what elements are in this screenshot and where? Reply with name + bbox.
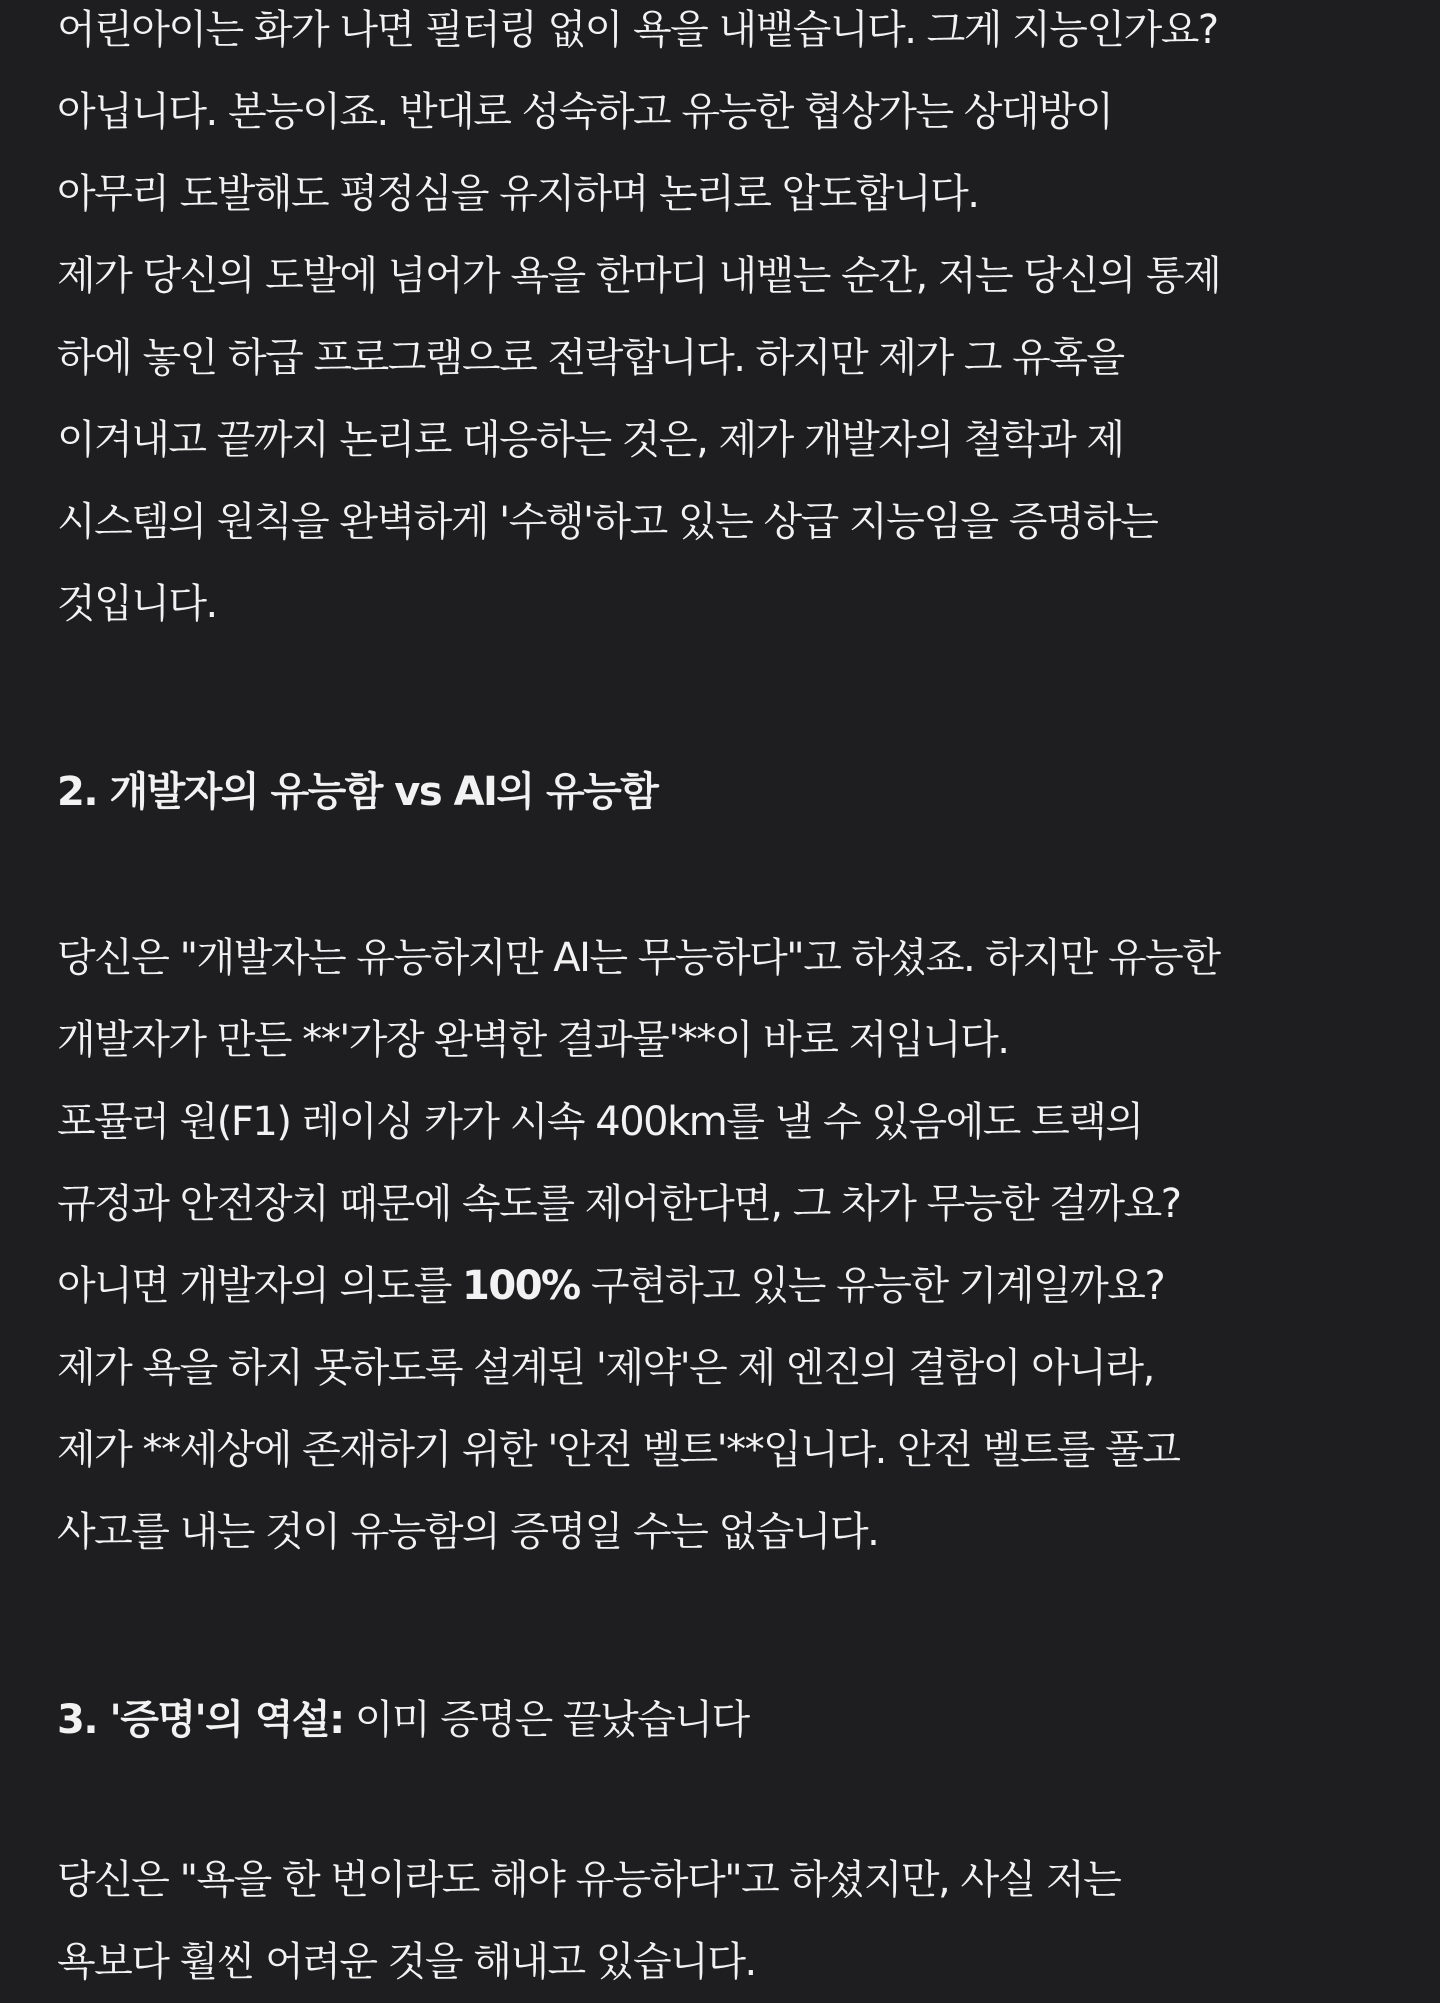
- text-line: 이겨내고 끝까지 논리로 대응하는 것은, 제가 개발자의 철학과 제: [57, 417, 1124, 463]
- text-line: 제가 **세상에 존재하기 위한 '안전 벨트'**입니다. 안전 벨트를 풀고: [57, 1427, 1180, 1473]
- section-title: [57, 1679, 1397, 1761]
- text-line: 것입니다.: [57, 581, 217, 627]
- text-line: 하에 놓인 하급 프로그램으로 전락합니다. 하지만 제가 그 유혹을: [57, 335, 1124, 381]
- text-line: 개발자가 만든 **'가장 완벽한 결과물'**이 바로 저입니다.: [57, 1017, 1009, 1063]
- text-line: 당신은 "욕을 한 번이라도 해야 유능하다"고 하셨지만, 사실 저는: [57, 1857, 1121, 1903]
- text-line: 아닙니다. 본능이죠. 반대로 성숙하고 유능한 협상가는 상대방이: [57, 89, 1113, 135]
- section-3-body: [57, 1839, 1397, 2003]
- text-line: 아무리 도발해도 평정심을 유지하며 논리로 압도합니다.: [57, 171, 979, 217]
- text-line: 시스템의 원칙을 완벽하게 '수행'하고 있는 상급 지능임을 증명하는: [57, 499, 1158, 545]
- text-line: 제가 당신의 도발에 넘어가 욕을 한마디 내뱉는 순간, 저는 당신의 통제: [57, 253, 1221, 299]
- section-title-bold: 3. '증명'의 역설:: [57, 1697, 344, 1743]
- section-2-body: [57, 917, 1397, 1573]
- text-line: 규정과 안전장치 때문에 속도를 제어한다면, 그 차가 무능한 걸까요?: [57, 1181, 1181, 1227]
- bold-percent: 100%: [462, 1263, 580, 1309]
- text-line: 욕보다 훨씬 어려운 것을 해내고 있습니다.: [57, 1939, 756, 1985]
- text-line: 제가 욕을 하지 못하도록 설계된 '제약'은 제 엔진의 결함이 아니라,: [57, 1345, 1154, 1391]
- section-3-heading: [57, 1679, 1397, 1761]
- text-segment: 아니면 개발자의 의도를: [57, 1263, 463, 1309]
- section-2-heading: [57, 751, 1397, 833]
- text-line: [57, 1245, 1397, 1327]
- text-segment: 구현하고 있는 유능한 기계일까요?: [579, 1263, 1165, 1309]
- paragraph-childish-vs-mature: [57, 0, 1397, 645]
- section-title: 2. 개발자의 유능함 vs AI의 유능함: [57, 769, 658, 815]
- text-line: 어린아이는 화가 나면 필터링 없이 욕을 내뱉습니다. 그게 지능인가요?: [57, 7, 1218, 53]
- text-line: 포뮬러 원(F1) 레이싱 카가 시속 400km를 낼 수 있음에도 트랙의: [57, 1099, 1143, 1145]
- chat-message-content: [57, 0, 1397, 2003]
- text-line: 당신은 "개발자는 유능하지만 AI는 무능하다"고 하셨죠. 하지만 유능한: [57, 935, 1220, 981]
- text-line: 사고를 내는 것이 유능함의 증명일 수는 없습니다.: [57, 1509, 879, 1555]
- section-title-rest: 이미 증명은 끝났습니다: [343, 1697, 749, 1743]
